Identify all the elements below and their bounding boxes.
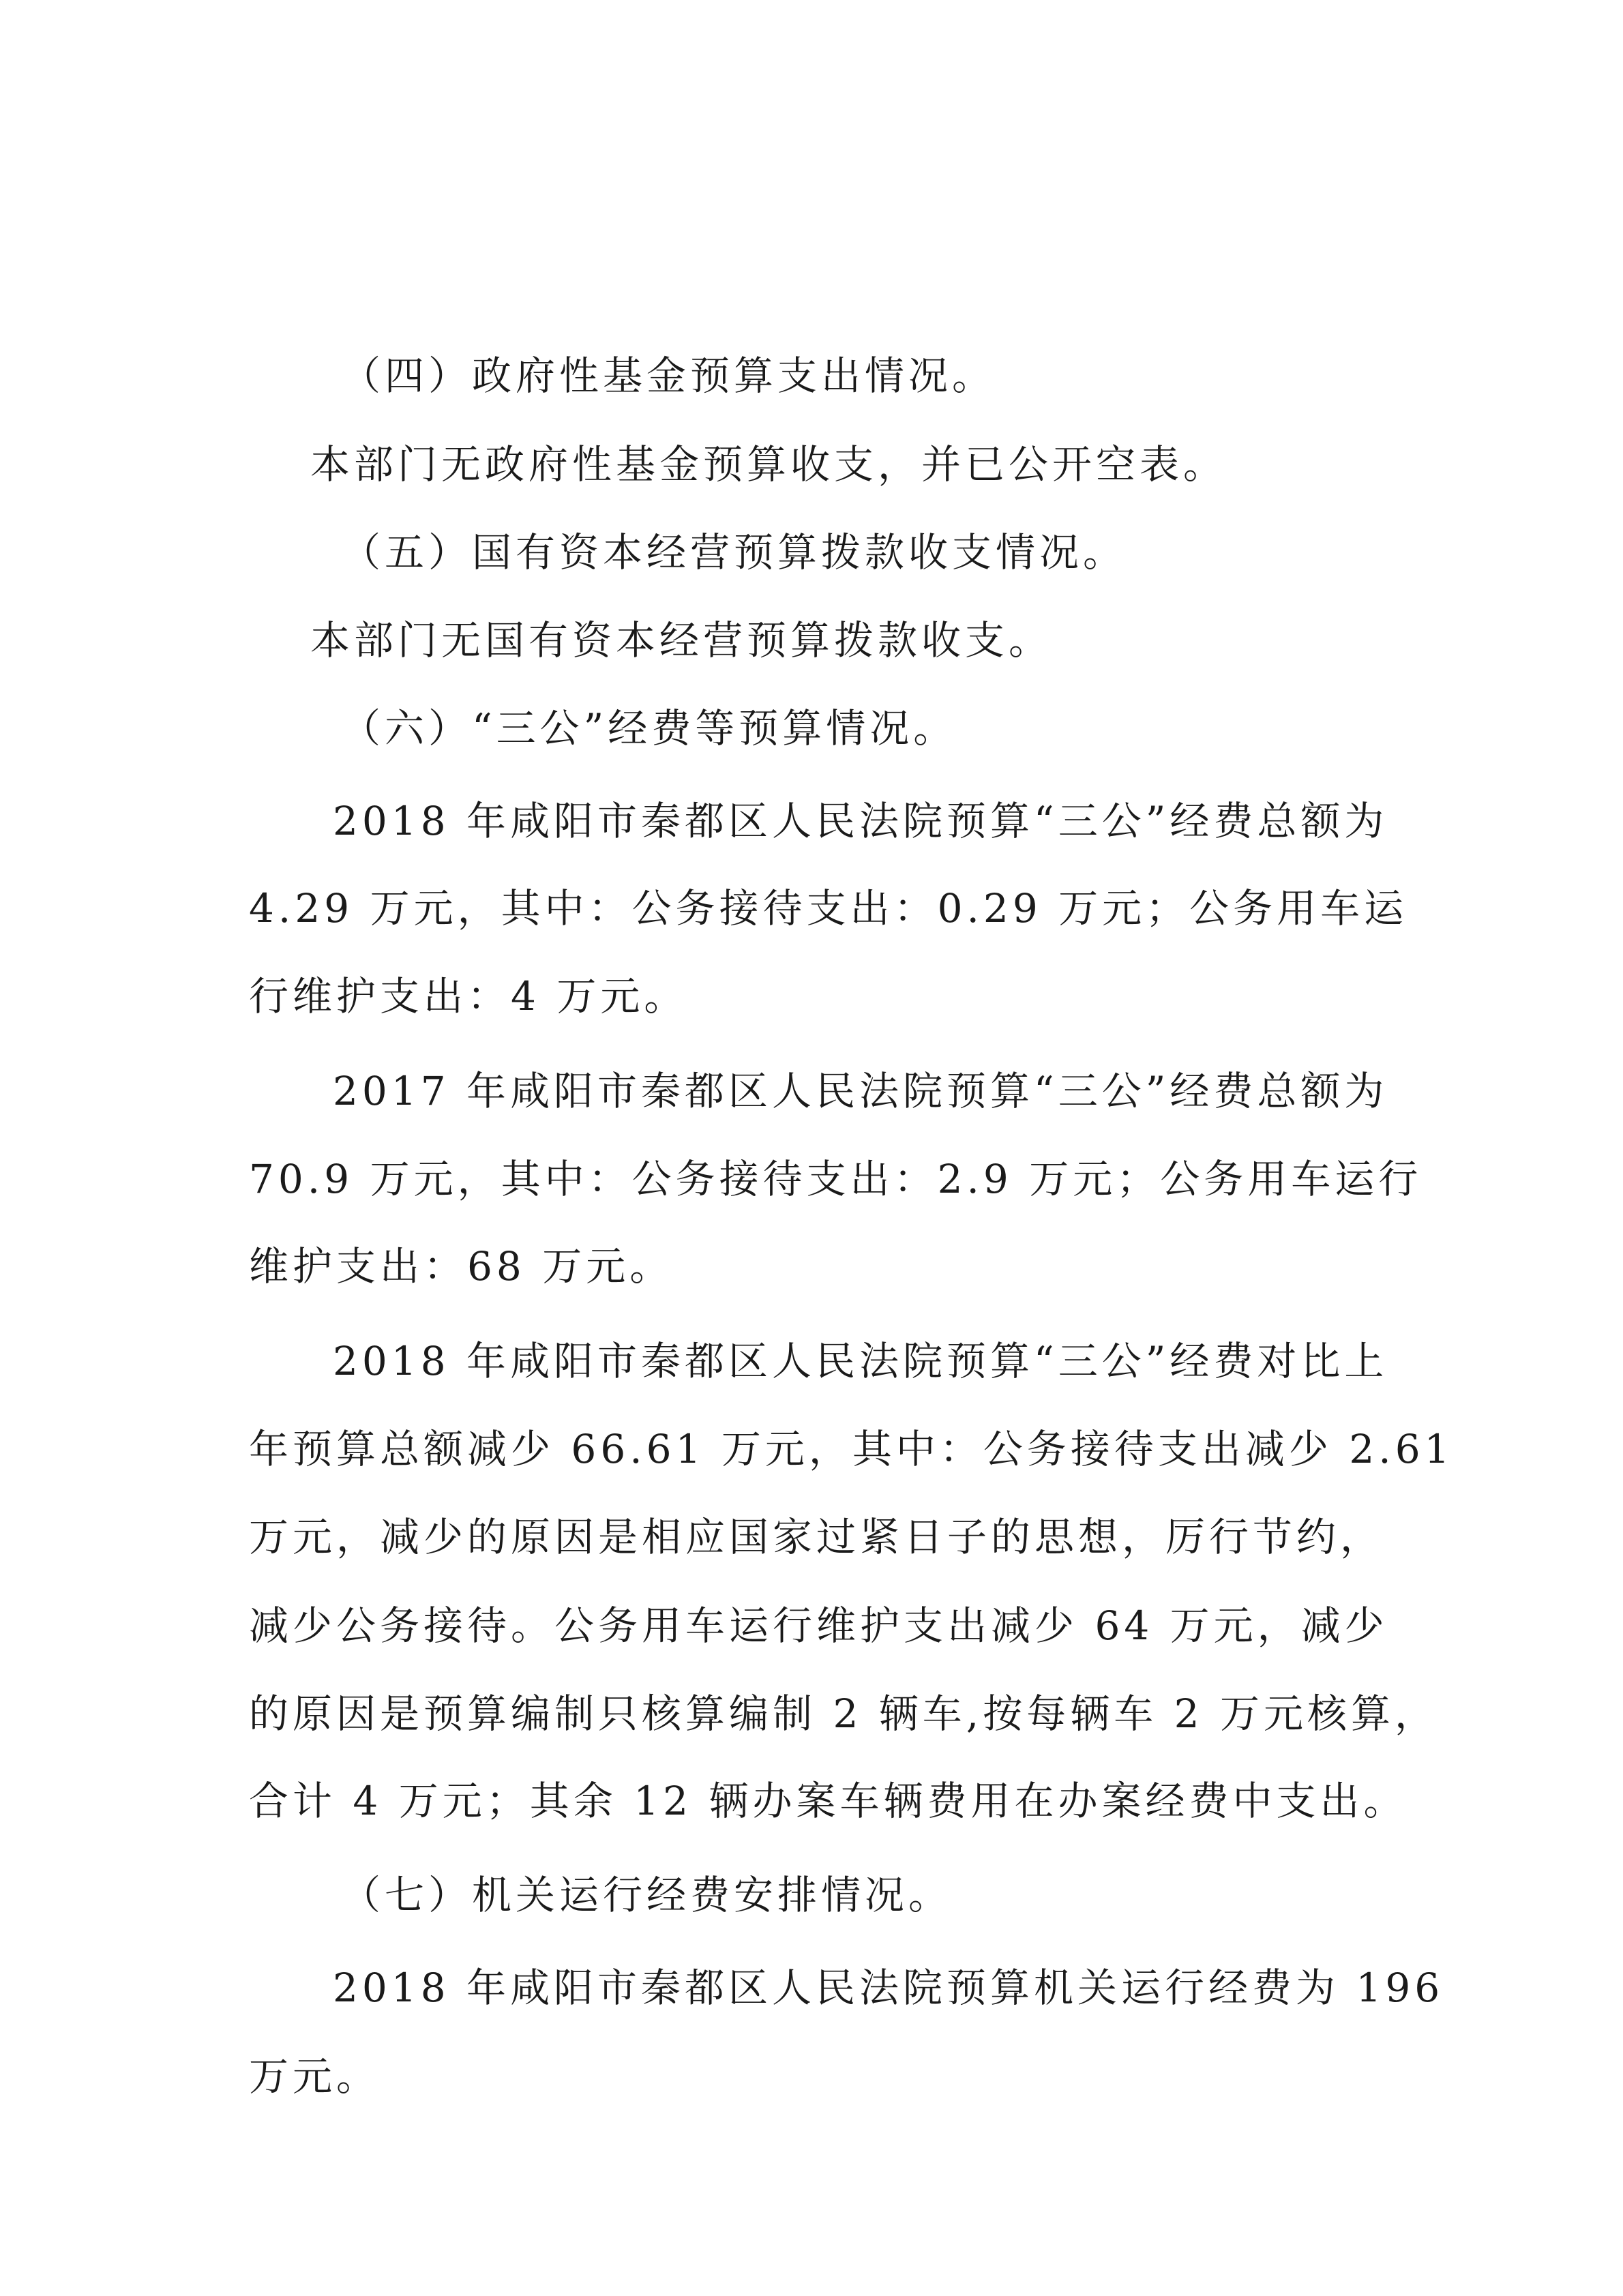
paragraph-line: 2018 年咸阳市秦都区人民法院预算“三公”经费对比上: [333, 1338, 1388, 1384]
paragraph-line: 万元，减少的原因是相应国家过紧日子的思想，厉行节约，: [249, 1514, 1384, 1560]
paragraph-line: 2018 年咸阳市秦都区人民法院预算机关运行经费为 196: [333, 1965, 1444, 2011]
paragraph-line: 维护支出：68 万元。: [249, 1243, 674, 1289]
paragraph-line: 合计 4 万元；其余 12 辆办案车辆费用在办案经费中支出。: [249, 1778, 1408, 1824]
paragraph-line: 本部门无国有资本经营预算拨款收支。: [310, 617, 1053, 664]
heading-operating-costs: （七）机关运行经费安排情况。: [341, 1872, 953, 1918]
paragraph-line: 本部门无政府性基金预算收支，并已公开空表。: [310, 441, 1227, 488]
paragraph-line: 年预算总额减少 66.61 万元，其中：公务接待支出减少 2.61: [249, 1426, 1454, 1472]
paragraph-line: 万元。: [249, 2053, 381, 2100]
paragraph-line: 70.9 万元，其中：公务接待支出：2.9 万元；公务用车运行: [249, 1156, 1423, 1202]
paragraph-line: 的原因是预算编制只核算编制 2 辆车,按每辆车 2 万元核算，: [249, 1690, 1438, 1737]
paragraph-line: 4.29 万元，其中：公务接待支出：0.29 万元；公务用车运: [249, 885, 1408, 931]
paragraph-line: 行维护支出：4 万元。: [249, 973, 688, 1019]
paragraph-line: 2018 年咸阳市秦都区人民法院预算“三公”经费总额为: [333, 798, 1388, 844]
heading-government-fund: （四）政府性基金预算支出情况。: [341, 353, 996, 399]
paragraph-line: 减少公务接待。公务用车运行维护支出减少 64 万元，减少: [249, 1602, 1388, 1649]
heading-state-capital: （五）国有资本经营预算拨款收支情况。: [341, 529, 1127, 576]
heading-three-public: （六）“三公”经费等预算情况。: [341, 705, 957, 751]
paragraph-line: 2017 年咸阳市秦都区人民法院预算“三公”经费总额为: [333, 1068, 1388, 1114]
